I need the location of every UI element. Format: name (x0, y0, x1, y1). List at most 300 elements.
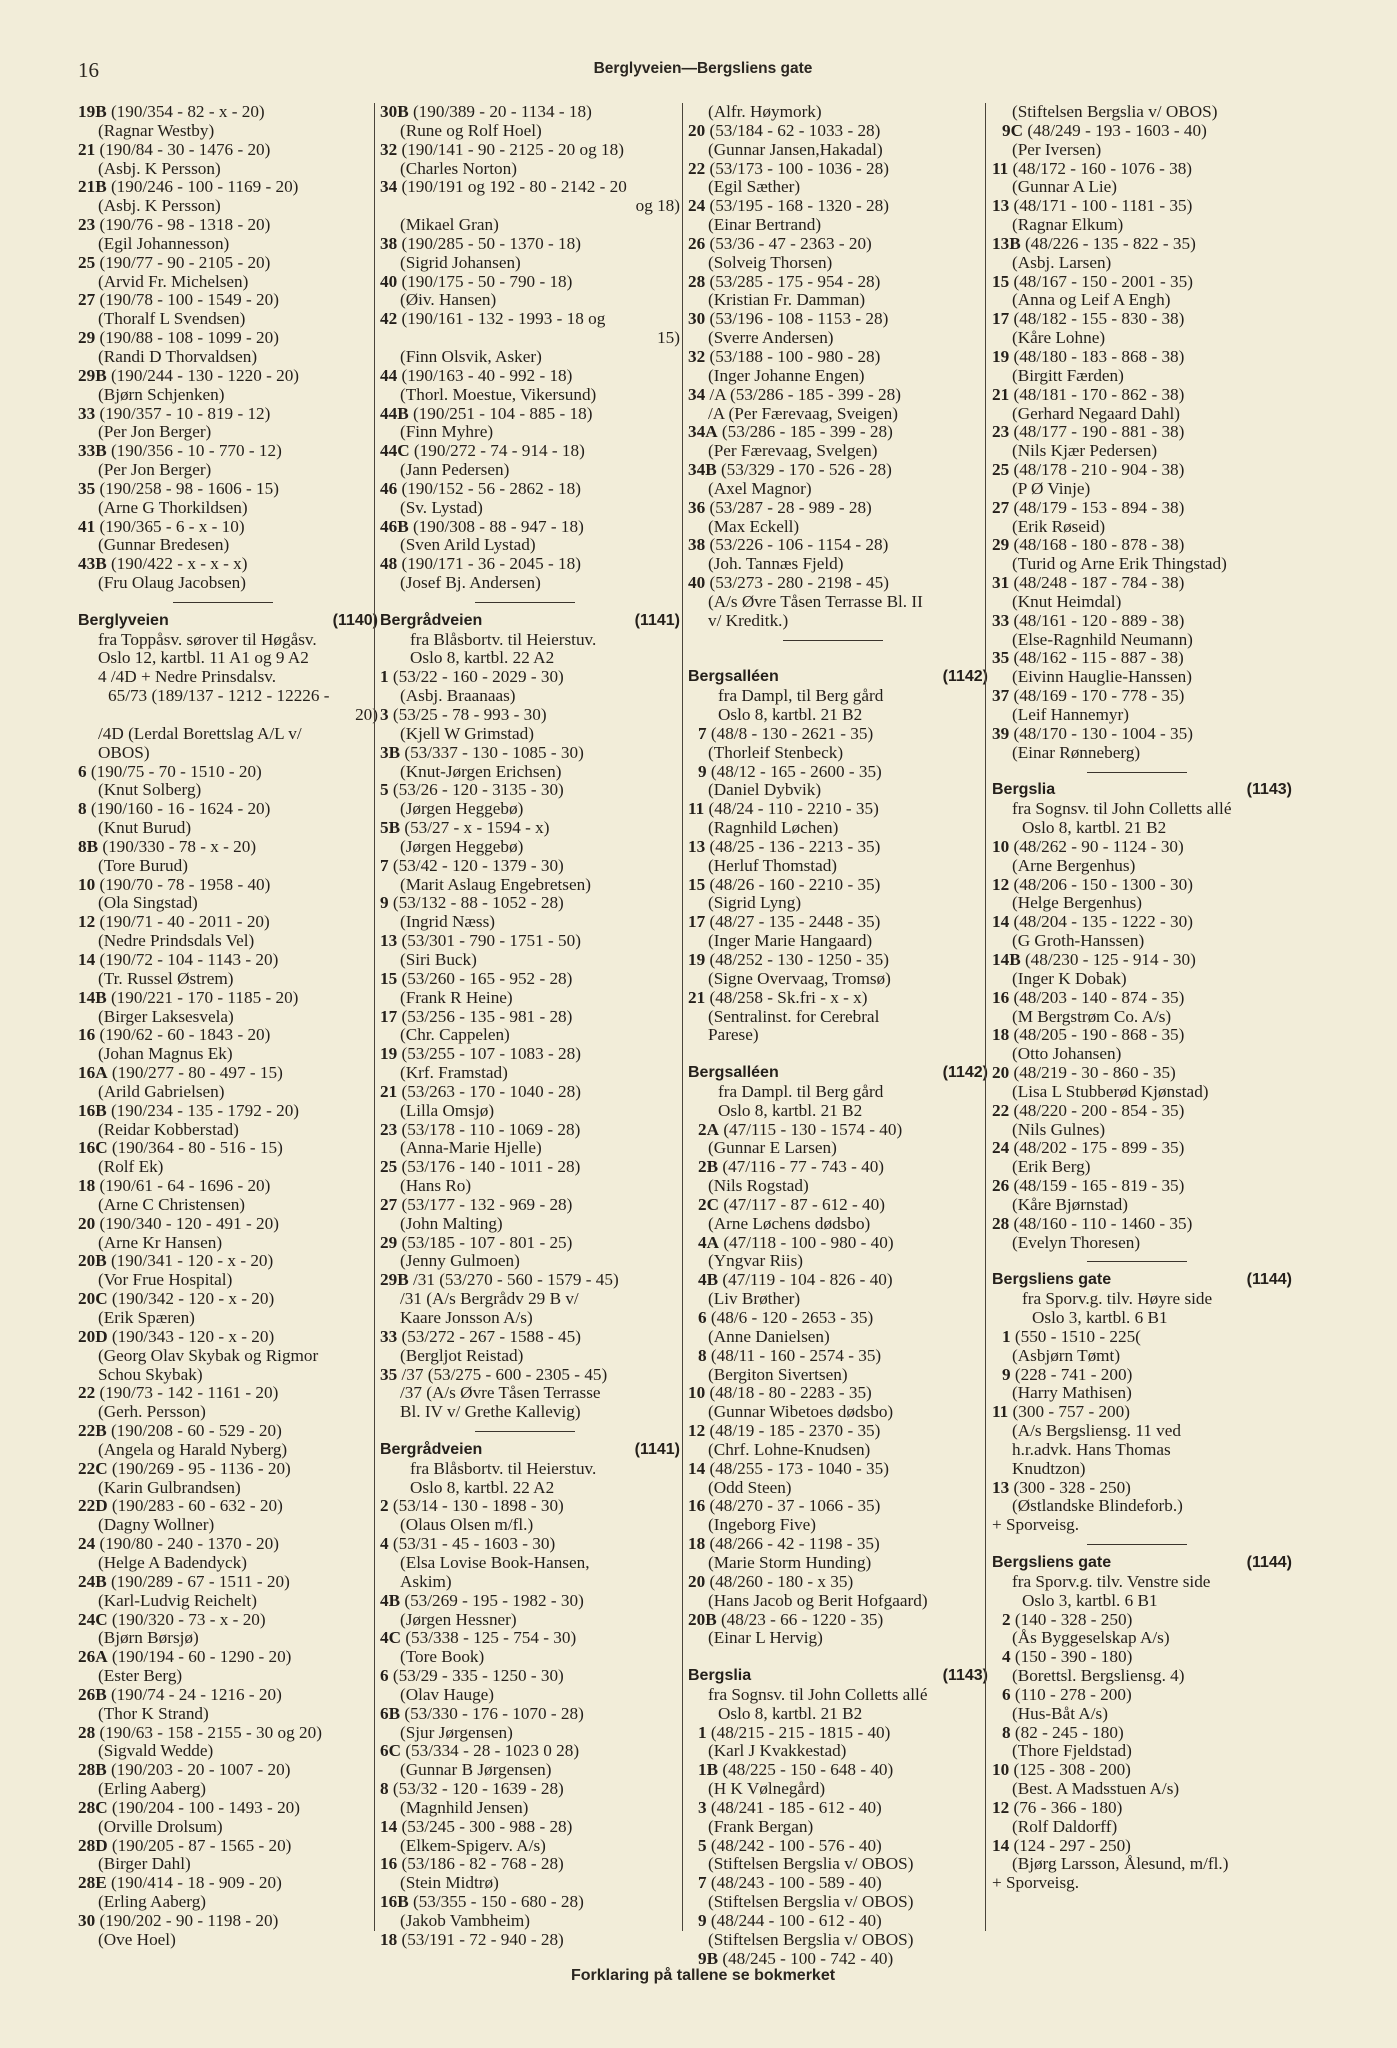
entry-detail: 65/73 (189/137 - 1212 - 12226 - (108, 686, 330, 706)
address-entry (688, 838, 988, 857)
entry-detail: (Kåre Lohne) (1012, 328, 1106, 348)
address-entry (992, 913, 1292, 932)
address-entry (78, 838, 378, 857)
address-entry (992, 725, 1292, 744)
house-number: 40 (380, 271, 398, 291)
entry-detail: (Fru Olaug Jacobsen) (98, 573, 246, 593)
house-number: 14 (688, 1458, 706, 1478)
entry-values: (190/171 - 36 - 2045 - 18) (397, 554, 581, 574)
entry-values: (140 - 328 - 250) (1010, 1609, 1133, 1629)
address-entry (992, 1799, 1292, 1818)
address-entry (78, 442, 378, 461)
column-2 (380, 103, 680, 1950)
house-number: 29B (78, 365, 107, 385)
address-entry (688, 499, 988, 518)
entry-detail: (Frank Bergan) (708, 1816, 814, 1836)
entry-values: (48/169 - 170 - 778 - 35) (1009, 686, 1185, 706)
address-entry (992, 310, 1292, 329)
entry-detail: (Borettsl. Bergsliensg. 4) (1012, 1666, 1185, 1686)
address-entry (992, 160, 1292, 179)
street-code: (1144) (1246, 1271, 1292, 1289)
address-entry (992, 1724, 1292, 1743)
address-entry (688, 536, 988, 555)
entry-values: (48/243 - 100 - 589 - 40) (706, 1873, 882, 1893)
entry-values: (48/205 - 190 - 868 - 35) (1009, 1025, 1185, 1045)
entry-values: (53/188 - 100 - 980 - 28) (705, 346, 881, 366)
address-entry (688, 1799, 988, 1818)
entry-values: (125 - 308 - 200) (1009, 1760, 1131, 1780)
entry-detail: (Bergiton Sivertsen) (708, 1364, 848, 1384)
address-entry (78, 178, 378, 197)
street-code: (1142) (942, 668, 988, 686)
entry-values: (190/285 - 50 - 1370 - 18) (397, 233, 581, 253)
entry-detail: (Kristian Fr. Damman) (708, 290, 866, 310)
page-number: 16 (78, 58, 99, 82)
street-heading (688, 1064, 988, 1083)
street-code: (1140) (332, 611, 378, 629)
entry-values: (53/287 - 28 - 989 - 28) (705, 497, 872, 517)
entry-detail: (Per Færevaag, Svelgen) (708, 441, 878, 461)
entry-detail: (Asbj. K Persson) (98, 196, 221, 216)
house-number: 28 (78, 1722, 96, 1742)
street-heading (380, 1441, 680, 1460)
section-rule (992, 763, 1292, 782)
address-entry (992, 1761, 1292, 1780)
street-code: (1143) (942, 1667, 988, 1685)
entry-values: (53/27 - x - 1594 - x) (400, 818, 550, 838)
entry-detail: 4 /4D + Nedre Prinsdalsv. (98, 667, 277, 687)
house-number: 14 (78, 949, 96, 969)
entry-values: (53/36 - 47 - 2363 - 20) (705, 233, 872, 253)
house-number: 5 (380, 780, 389, 800)
house-number: 37 (992, 686, 1010, 706)
section-rule (78, 593, 378, 612)
address-entry (992, 989, 1292, 1008)
address-entry (992, 1366, 1292, 1385)
house-number: 1 (698, 1722, 707, 1742)
address-entry (992, 235, 1292, 254)
house-number: 21 (688, 987, 706, 1007)
entry-values: (190/343 - 120 - x - 20) (107, 1326, 275, 1346)
entry-values: (53/186 - 82 - 768 - 28) (397, 1854, 564, 1874)
entry-values: (53/191 - 72 - 940 - 28) (397, 1929, 564, 1949)
entry-values: (48/220 - 200 - 854 - 35) (1009, 1100, 1185, 1120)
entry-values: (48/160 - 110 - 1460 - 35) (1009, 1213, 1193, 1233)
entry-values: (190/76 - 98 - 1318 - 20) (95, 215, 271, 235)
street-name: Bergslia (688, 1667, 752, 1685)
entry-detail: (Solveig Thorsen) (708, 252, 833, 272)
house-number: 44C (380, 441, 410, 461)
house-number: 8 (1002, 1722, 1011, 1742)
street-code: (1143) (1246, 781, 1292, 799)
entry-detail: (Stein Midtrø) (400, 1873, 499, 1893)
entry-values: (190/272 - 74 - 914 - 18) (409, 441, 585, 461)
entry-detail: (Axel Magnor) (708, 478, 812, 498)
entry-detail: (Anna og Leif A Engh) (1012, 290, 1171, 310)
entry-values: (190/75 - 70 - 1510 - 20) (86, 761, 262, 781)
house-number: 26 (992, 1176, 1010, 1196)
entry-detail: Oslo 8, kartbl. 21 B2 (718, 705, 863, 724)
entry-detail: (Tr. Russel Østrem) (98, 968, 234, 988)
house-number: 13 (992, 1477, 1010, 1497)
entry-values: (190/422 - x - x - x) (106, 554, 248, 574)
address-entry (688, 1384, 988, 1403)
address-entry (78, 1384, 378, 1403)
entry-detail: (Marie Storm Hunding) (708, 1552, 872, 1572)
street-name: Bergsliens gate (992, 1271, 1112, 1289)
address-entry (688, 235, 988, 254)
entry-values: (53/355 - 150 - 680 - 28) (408, 1892, 584, 1912)
entry-detail: (Stiftelsen Bergslia v/ OBOS) (708, 1892, 914, 1912)
entry-detail: (Ås Byggeselskap A/s) (1012, 1628, 1170, 1648)
entry-detail: /A (Per Færevaag, Sveigen) (708, 403, 898, 423)
house-number: 17 (688, 912, 706, 932)
address-entry (688, 197, 988, 216)
entry-detail: (Arild Gabrielsen) (98, 1081, 225, 1101)
address-entry (380, 1234, 680, 1253)
address-entry (688, 574, 988, 593)
address-entry (380, 1931, 680, 1950)
address-entry (380, 235, 680, 254)
house-number: 39 (992, 723, 1010, 743)
house-number: 15 (380, 968, 398, 988)
address-entry (992, 876, 1292, 895)
address-entry (992, 1328, 1292, 1347)
street-code: (1144) (1246, 1553, 1292, 1571)
entry-detail: (Sigrid Lyng) (708, 893, 802, 913)
entry-detail: Oslo 8, kartbl. 22 A2 (410, 1477, 555, 1497)
entry-detail: (Josef Bj. Andersen) (400, 573, 541, 593)
house-number: 20 (688, 1571, 706, 1591)
entry-detail: (Sigrid Johansen) (400, 252, 521, 272)
entry-detail: (Karl J Kvakkestad) (708, 1741, 847, 1761)
address-entry (688, 1573, 988, 1592)
entry-detail: (Leif Hannemyr) (1012, 705, 1129, 724)
entry-values: (53/196 - 108 - 1153 - 28) (705, 309, 889, 329)
address-entry (78, 1064, 378, 1083)
address-entry (380, 857, 680, 876)
entry-detail: (Inger K Dobak) (1012, 968, 1127, 988)
address-entry (380, 1366, 680, 1385)
entry-values: (228 - 741 - 200) (1010, 1364, 1133, 1384)
address-entry (78, 518, 378, 537)
entry-detail: (Erik Røseid) (1012, 516, 1106, 536)
entry-values: (53/177 - 132 - 969 - 28) (397, 1194, 573, 1214)
address-entry (688, 876, 988, 895)
house-number: 7 (698, 723, 707, 743)
entry-detail: (Nils Kjær Pedersen) (1012, 441, 1158, 461)
entry-detail: (Hans Ro) (400, 1176, 472, 1196)
entry-detail: (Kåre Bjørnstad) (1012, 1194, 1128, 1214)
entry-values: (190/357 - 10 - 819 - 12) (95, 403, 271, 423)
entry-values: (190/88 - 108 - 1099 - 20) (95, 328, 279, 348)
house-number: 24B (78, 1571, 107, 1591)
entry-detail: (Egil Sæther) (708, 177, 801, 197)
house-number: 21 (992, 384, 1010, 404)
entry-values: (47/119 - 104 - 826 - 40) (718, 1270, 893, 1290)
address-entry (688, 1422, 988, 1441)
entry-detail: (Anne Danielsen) (708, 1326, 830, 1346)
house-number: 14B (78, 987, 107, 1007)
address-entry (78, 951, 378, 970)
entry-detail: (Knut-Jørgen Erichsen) (400, 761, 562, 781)
address-entry (380, 1667, 680, 1686)
entry-values: (190/289 - 67 - 1511 - 20) (106, 1571, 290, 1591)
address-entry (78, 989, 378, 1008)
entry-detail: (Arne Bergenhus) (1012, 855, 1136, 875)
entry-detail: (Per Iversen) (1012, 139, 1102, 159)
house-number: 27 (992, 497, 1010, 517)
address-entry (78, 800, 378, 819)
address-entry (78, 1422, 378, 1441)
house-number: 17 (380, 1006, 398, 1026)
entry-detail: fra Dampl, til Berg gård (718, 686, 884, 706)
address-entry (78, 1328, 378, 1347)
address-entry (992, 273, 1292, 292)
house-number: 28 (992, 1213, 1010, 1233)
entry-detail: Oslo 3, kartbl. 6 B1 (1022, 1590, 1158, 1610)
entry-values: (48/18 - 80 - 2283 - 35) (705, 1383, 872, 1403)
entry-detail: (Magnhild Jensen) (400, 1797, 529, 1817)
entry-values: (190/308 - 88 - 947 - 18) (408, 516, 584, 536)
entry-detail: (Asbjørn Tømt) (1012, 1345, 1121, 1365)
entry-values: (190/73 - 142 - 1161 - 20) (95, 1383, 279, 1403)
house-number: 11 (992, 1402, 1009, 1422)
entry-detail: (Stiftelsen Bergslia v/ OBOS) (708, 1854, 914, 1874)
house-number: 13 (992, 196, 1010, 216)
house-number: 22 (688, 158, 706, 178)
entry-detail: (Birgitt Færden) (1012, 365, 1124, 385)
address-entry (688, 1724, 988, 1743)
entry-detail: (Gerh. Persson) (98, 1402, 206, 1422)
house-number: 1B (698, 1760, 719, 1780)
address-entry (78, 103, 378, 122)
entry-detail: (Else-Ragnhild Neumann) (1012, 629, 1193, 649)
house-number: 18 (78, 1176, 96, 1196)
house-number: 28D (78, 1835, 108, 1855)
entry-detail: (Orville Drolsum) (98, 1816, 223, 1836)
house-number: 16C (78, 1138, 108, 1158)
house-number: 26 (688, 233, 706, 253)
entry-detail: (Thore Fjeldstad) (1012, 1741, 1132, 1761)
entry-values: (190/62 - 60 - 1843 - 20) (95, 1025, 271, 1045)
house-number: 19 (688, 949, 706, 969)
entry-values: (53/286 - 185 - 399 - 28) (717, 422, 893, 442)
entry-detail: (Reidar Kobberstad) (98, 1119, 239, 1139)
entry-values: (48/266 - 42 - 1198 - 35) (705, 1534, 880, 1554)
entry-values: (53/25 - 78 - 993 - 30) (388, 705, 547, 724)
entry-detail: (Per Jon Berger) (98, 460, 212, 480)
entry-detail: (Einar Bertrand) (708, 215, 822, 235)
entry-values: (190/234 - 135 - 1792 - 20) (106, 1100, 300, 1120)
entry-values: (48/180 - 183 - 868 - 38) (1009, 346, 1185, 366)
entry-detail: h.r.advk. Hans Thomas (1012, 1439, 1171, 1459)
house-number: 14B (992, 949, 1021, 969)
address-entry (688, 1158, 988, 1177)
house-number: 13B (992, 233, 1021, 253)
address-entry (688, 310, 988, 329)
entry-detail: (Øiv. Hansen) (400, 290, 497, 310)
house-number: 38 (688, 535, 706, 555)
entry-values: (53/32 - 120 - 1639 - 28) (388, 1779, 564, 1799)
address-entry (380, 970, 680, 989)
house-number: 48 (380, 554, 398, 574)
entry-values: (53/255 - 107 - 1083 - 28) (397, 1044, 581, 1064)
entry-detail: (Elkem-Spigerv. A/s) (400, 1835, 546, 1855)
address-entry (992, 1026, 1292, 1045)
section-rule (380, 1422, 680, 1441)
entry-detail: (Per Jon Berger) (98, 422, 212, 442)
street-code: (1141) (634, 1440, 680, 1458)
entry-detail: (Sentralinst. for Cerebral (708, 1006, 880, 1026)
entry-detail: (Sigvald Wedde) (98, 1741, 214, 1761)
entry-detail: (H K Vølnegård) (708, 1779, 826, 1799)
entry-values: (48/255 - 173 - 1040 - 35) (705, 1458, 889, 1478)
address-entry (688, 273, 988, 292)
entry-detail: Oslo 8, kartbl. 21 B2 (718, 1100, 863, 1120)
entry-detail: v/ Kreditk.) (708, 610, 789, 630)
address-entry (688, 1611, 988, 1630)
entry-values: (48/167 - 150 - 2001 - 35) (1009, 271, 1193, 291)
entry-values: (190/141 - 90 - 2125 - 20 og 18) (397, 139, 624, 159)
entry-values: (53/132 - 88 - 1052 - 28) (388, 893, 564, 913)
address-entry (380, 1045, 680, 1064)
spacer (688, 1045, 988, 1064)
address-entry (992, 687, 1292, 706)
entry-values: (190/221 - 170 - 1185 - 20) (106, 987, 299, 1007)
address-entry (78, 1026, 378, 1045)
address-entry (688, 122, 988, 141)
address-entry (688, 1535, 988, 1554)
address-entry (688, 989, 988, 1008)
house-number: 4 (380, 1534, 389, 1554)
entry-detail: (Tore Burud) (98, 855, 188, 875)
house-number: 10 (688, 1383, 706, 1403)
entry-values: (48/260 - 180 - x 35) (705, 1571, 854, 1591)
entry-values: (190/72 - 104 - 1143 - 20) (95, 949, 279, 969)
entry-detail: (Erik Spæren) (98, 1308, 195, 1327)
house-number: 5B (380, 818, 401, 838)
entry-detail: (Hans Jacob og Berit Hofgaard) (708, 1590, 928, 1610)
entry-values: (190/161 - 132 - 1993 - 18 og (397, 309, 606, 329)
address-entry (992, 386, 1292, 405)
entry-detail: fra Blåsbortv. til Heierstuv. (410, 1458, 597, 1478)
house-number: 2B (698, 1157, 719, 1177)
street-heading (992, 1554, 1292, 1573)
entry-detail: (Bjørn Schjenken) (98, 384, 225, 404)
entry-values: (48/242 - 100 - 576 - 40) (706, 1835, 882, 1855)
address-entry (78, 1177, 378, 1196)
address-entry (78, 1874, 378, 1893)
entry-detail: (Otto Johansen) (1012, 1044, 1122, 1064)
house-number: 11 (688, 799, 705, 819)
house-number: 6C (380, 1741, 402, 1761)
entry-detail: fra Sporv.g. tilv. Venstre side (1012, 1571, 1211, 1591)
entry-detail: (Helge Bergenhus) (1012, 893, 1142, 913)
address-entry (380, 932, 680, 951)
entry-detail: fra Blåsbortv. til Heierstuv. (410, 629, 597, 649)
house-number: 4A (698, 1232, 720, 1252)
entry-values: (190/194 - 60 - 1290 - 20) (107, 1647, 292, 1667)
continuation-line: 20) (355, 705, 378, 724)
house-number: 33 (992, 610, 1010, 630)
entry-values: /31 (53/270 - 560 - 1579 - 45) (408, 1270, 619, 1290)
address-entry (380, 1008, 680, 1027)
address-entry (78, 1290, 378, 1309)
house-number: 6 (698, 1308, 707, 1327)
address-entry (688, 1460, 988, 1479)
entry-values: (48/249 - 193 - 1603 - 40) (1023, 120, 1207, 140)
address-entry (380, 1196, 680, 1215)
entry-detail: (Arne C Christensen) (98, 1194, 246, 1214)
entry-values: (300 - 757 - 200) (1008, 1402, 1130, 1422)
house-number: 4 (1002, 1647, 1011, 1667)
entry-detail: Askim) (400, 1571, 452, 1591)
entry-detail: Oslo 8, kartbl. 21 B2 (718, 1703, 863, 1723)
address-entry (380, 668, 680, 687)
street-code: (1141) (634, 611, 680, 629)
house-number: 17 (992, 309, 1010, 329)
entry-detail: (Best. A Madsstuen A/s) (1012, 1779, 1180, 1799)
entry-detail: (P Ø Vinje) (1012, 478, 1091, 498)
house-number: 18 (380, 1929, 398, 1949)
house-number: 14 (380, 1816, 398, 1836)
house-number: 35 (380, 1364, 398, 1384)
address-entry (688, 725, 988, 744)
address-entry (380, 1083, 680, 1102)
house-number: 4B (380, 1590, 401, 1610)
house-number: 8 (380, 1779, 389, 1799)
address-entry (688, 1912, 988, 1931)
entry-detail: (Vor Frue Hospital) (98, 1270, 233, 1290)
house-number: 26B (78, 1684, 107, 1704)
entry-values: (190/202 - 90 - 1198 - 20) (95, 1911, 279, 1930)
house-number: 25 (380, 1157, 398, 1177)
house-number: 22B (78, 1421, 107, 1441)
entry-detail: (Bjørn Børsjø) (98, 1628, 199, 1648)
entry-values: (47/117 - 87 - 612 - 40) (719, 1194, 885, 1214)
entry-detail: (Thorleif Stenbeck) (708, 742, 844, 762)
address-entry (380, 1855, 680, 1874)
house-number: 27 (380, 1194, 398, 1214)
address-entry (688, 348, 988, 367)
entry-detail: (Sv. Lystad) (400, 497, 483, 517)
address-entry (78, 1686, 378, 1705)
entry-values: (190/320 - 73 - x - 20) (107, 1609, 266, 1629)
entry-values: (190/175 - 50 - 790 - 18) (397, 271, 573, 291)
entry-values: (48/215 - 215 - 1815 - 40) (706, 1722, 891, 1742)
entry-detail: (Birger Laksesvela) (98, 1006, 234, 1026)
address-entry (688, 1950, 988, 1969)
address-entry (78, 1215, 378, 1234)
entry-values: (190/77 - 90 - 2105 - 20) (95, 252, 271, 272)
address-entry (380, 706, 680, 725)
address-entry (380, 1497, 680, 1516)
address-entry (380, 555, 680, 574)
section-rule (992, 1252, 1292, 1271)
entry-detail: (Bergljot Reistad) (400, 1345, 524, 1365)
entry-values: (48/241 - 185 - 612 - 40) (706, 1797, 882, 1817)
entry-detail: (Ragnar Westby) (98, 120, 215, 140)
entry-values: (48/181 - 170 - 862 - 38) (1009, 384, 1185, 404)
address-entry (688, 1309, 988, 1328)
entry-detail: fra Dampl. til Berg gård (718, 1081, 884, 1101)
address-entry (78, 367, 378, 386)
house-number: 4C (380, 1628, 402, 1648)
entry-detail: (Einar L Hervig) (708, 1628, 823, 1648)
address-entry (380, 1818, 680, 1837)
entry-values: (53/22 - 160 - 2029 - 30) (388, 667, 564, 687)
